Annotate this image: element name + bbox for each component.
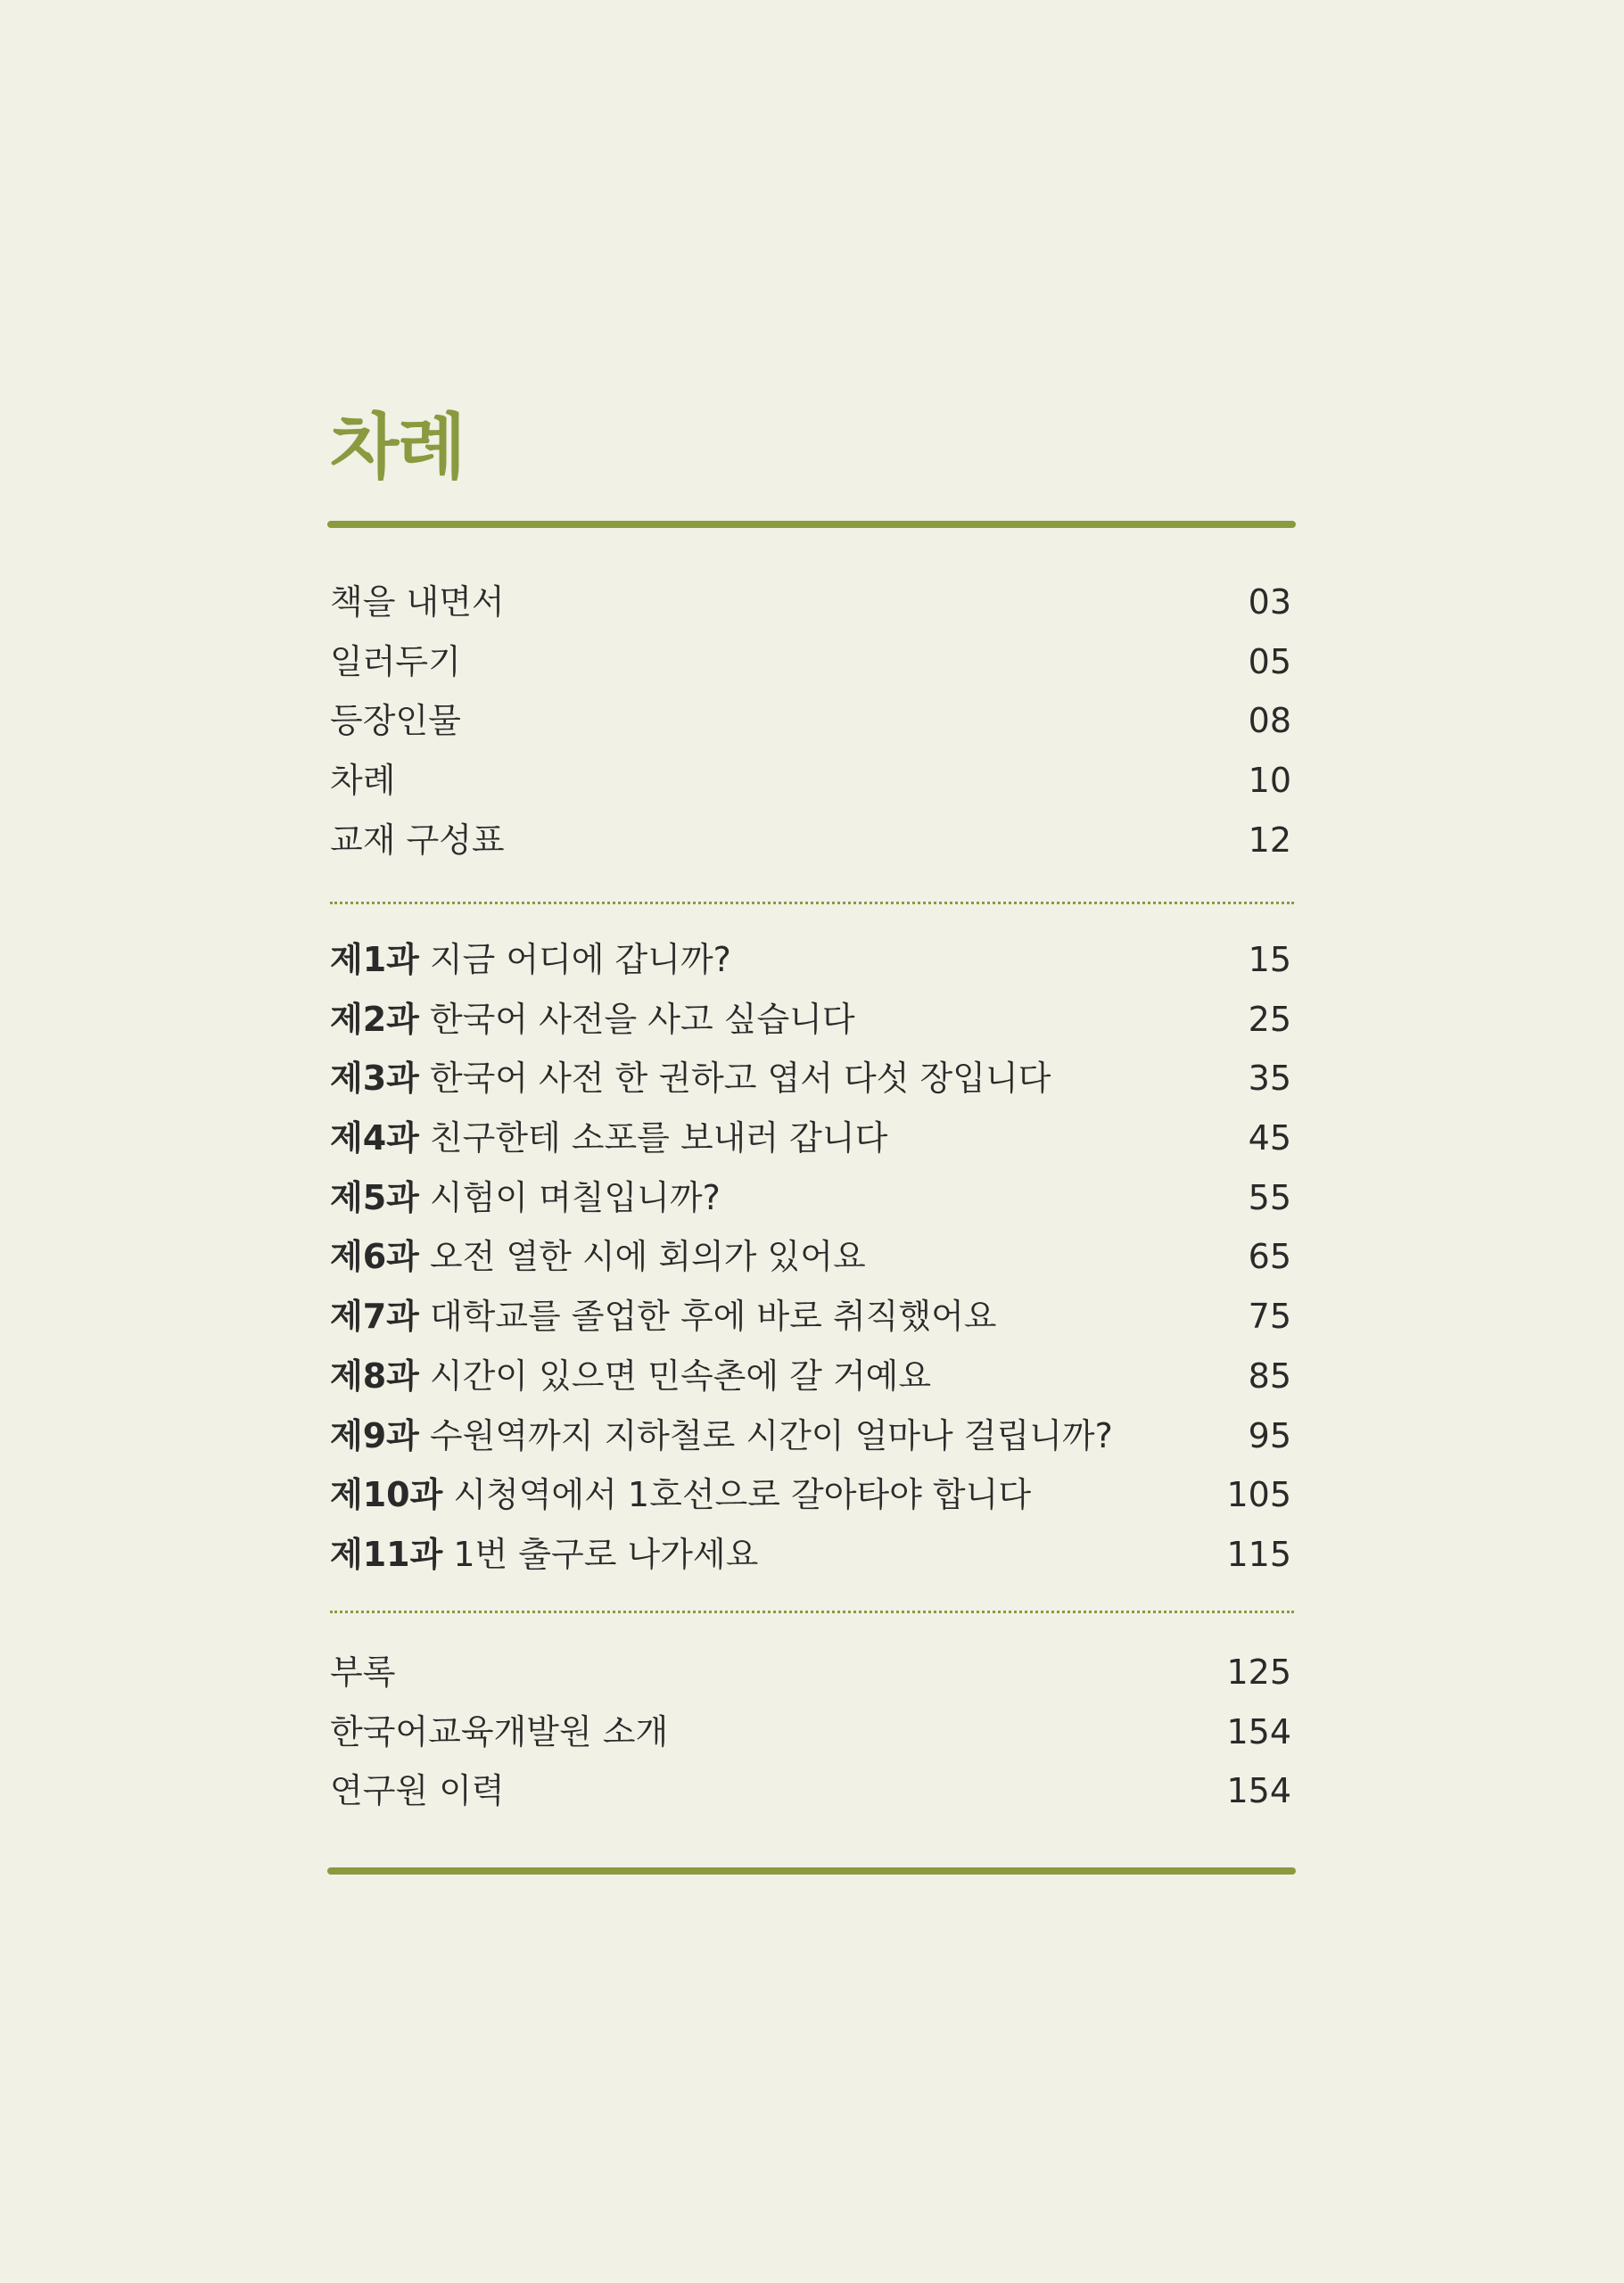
toc-entry-notes[interactable] [330,632,1291,692]
lesson-title: 대학교를 졸업한 후에 바로 취직했어요 [429,1297,997,1337]
page-title: 차례 [330,406,465,489]
page-number: 154 [1226,1711,1291,1751]
entry-label: 교재 구성표 [330,820,505,860]
page-number: 125 [1226,1652,1291,1692]
toc-entry-lesson-4[interactable] [330,1109,1291,1168]
page-number: 12 [1248,820,1291,860]
entry-label: 일러두기 [330,641,461,681]
toc-entry-preface[interactable] [330,573,1291,632]
title-divider [327,521,1296,528]
toc-entry-structure[interactable] [330,811,1291,870]
lesson-title: 한국어 사전 한 권하고 엽서 다섯 장입니다 [429,1059,1051,1099]
lesson-title: 시간이 있으면 민속촌에 갈 거예요 [429,1356,932,1396]
lesson-number: 제9과 [330,1415,419,1455]
lesson-title: 수원역까지 지하철로 시간이 얼마나 걸립니까? [429,1415,1113,1455]
toc-entry-lesson-1[interactable] [330,930,1291,990]
toc-entry-lesson-11[interactable] [330,1525,1291,1585]
lesson-number: 제5과 [330,1177,419,1217]
toc-entry-lesson-9[interactable] [330,1406,1291,1466]
page-number: 55 [1248,1177,1291,1217]
lesson-title: 한국어 사전을 사고 싶습니다 [429,999,855,1039]
lesson-title: 1번 출구로 나가세요 [453,1534,759,1574]
entry-label: 한국어교육개발원 소개 [330,1711,669,1751]
entry-label: 등장인물 [330,701,461,741]
front-matter-list [330,573,1291,870]
toc-entry-lesson-3[interactable] [330,1049,1291,1109]
page-number: 35 [1248,1059,1291,1099]
page-number: 75 [1248,1297,1291,1337]
lesson-number: 제8과 [330,1356,419,1396]
lesson-list [330,930,1291,1585]
page-number: 105 [1226,1475,1291,1515]
entry-label: 부록 [330,1652,396,1692]
page-number: 95 [1248,1415,1291,1455]
lesson-number: 제11과 [330,1534,443,1574]
page-number: 65 [1248,1237,1291,1277]
page-number: 08 [1248,701,1291,741]
page-number: 03 [1248,582,1291,622]
toc-entry-lesson-5[interactable] [330,1168,1291,1228]
section-divider [330,1611,1294,1613]
toc-entry-lesson-8[interactable] [330,1347,1291,1406]
toc-entry-lesson-7[interactable] [330,1287,1291,1347]
bottom-divider [327,1867,1296,1875]
page-number: 85 [1248,1356,1291,1396]
lesson-number: 제2과 [330,999,419,1039]
entry-label: 연구원 이력 [330,1771,505,1811]
page-number: 10 [1248,761,1291,801]
lesson-number: 제3과 [330,1059,419,1099]
lesson-number: 제1과 [330,940,419,979]
toc-entry-contents[interactable] [330,751,1291,811]
page-number: 05 [1248,641,1291,681]
section-divider [330,902,1294,904]
page-number: 154 [1226,1771,1291,1811]
entry-label: 차례 [330,761,396,801]
lesson-title: 시험이 며칠입니까? [429,1177,721,1217]
lesson-number: 제10과 [330,1475,443,1515]
lesson-title: 지금 어디에 갑니까? [429,940,731,979]
lesson-number: 제4과 [330,1118,419,1158]
toc-entry-characters[interactable] [330,691,1291,751]
toc-entry-institute[interactable] [330,1702,1291,1762]
toc-entry-lesson-6[interactable] [330,1227,1291,1287]
lesson-title: 오전 열한 시에 회의가 있어요 [429,1237,866,1277]
lesson-number: 제7과 [330,1297,419,1337]
page-number: 115 [1226,1534,1291,1574]
entry-label: 책을 내면서 [330,582,505,622]
page-number: 25 [1248,999,1291,1039]
lesson-title: 친구한테 소포를 보내러 갑니다 [429,1118,888,1158]
toc-entry-researchers[interactable] [330,1761,1291,1821]
toc-entry-lesson-2[interactable] [330,990,1291,1050]
page-number: 45 [1248,1118,1291,1158]
lesson-title: 시청역에서 1호선으로 갈아타야 합니다 [453,1475,1032,1515]
back-matter-list [330,1643,1291,1821]
page-number: 15 [1248,940,1291,979]
lesson-number: 제6과 [330,1237,419,1277]
toc-entry-appendix[interactable] [330,1643,1291,1702]
toc-entry-lesson-10[interactable] [330,1465,1291,1525]
